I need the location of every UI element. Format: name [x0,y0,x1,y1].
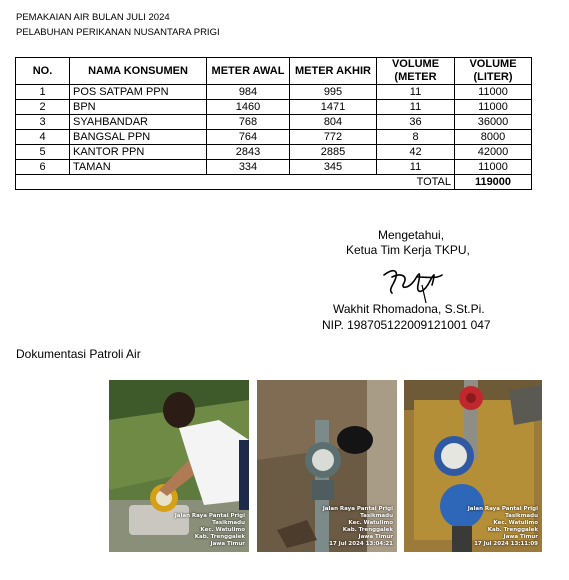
cell-nama-konsumen: KANTOR PPN [70,145,207,160]
stamp-line: Tasikmadu [360,513,393,519]
photo-location-stamp-2 [323,506,393,548]
table-row [16,130,532,145]
signer-position: Ketua Tim Kerja TKPU, [346,243,470,257]
signer-nip: NIP. 198705122009121001 047 [322,318,491,332]
photo-location-stamp-3 [468,506,538,548]
cell-meter-akhir: 1471 [290,100,377,115]
cell-nama-konsumen: TAMAN [70,160,207,175]
cell-meter-akhir: 2885 [290,145,377,160]
documentation-title: Dokumentasi Patroli Air [16,347,141,361]
document-title-line2: PELABUHAN PERIKANAN NUSANTARA PRIGI [16,27,220,38]
stamp-line: Jalan Raya Pantai Prigi [174,513,245,519]
cell-meter-awal: 984 [207,85,290,100]
cell-volume-meter: 8 [377,130,455,145]
table-row [16,100,532,115]
cell-no: 2 [16,100,70,115]
photo-meter-inspection [109,380,249,552]
cell-volume-liter: 11000 [455,160,532,175]
stamp-line: Jawa Timur [210,541,245,547]
stamp-line: Jalan Raya Pantai Prigi [467,506,538,512]
col-header-no: NO. [16,58,70,85]
cell-nama-konsumen: SYAHBANDAR [70,115,207,130]
table-row [16,145,532,160]
table-row [16,160,532,175]
stamp-line: Jawa Timur [358,534,393,540]
cell-no: 3 [16,115,70,130]
handwritten-signature [378,255,458,305]
cell-no: 5 [16,145,70,160]
stamp-line: Tasikmadu [212,520,245,526]
cell-nama-konsumen: BANGSAL PPN [70,130,207,145]
stamp-line: Kab. Trenggalek [342,527,393,533]
cell-volume-liter: 8000 [455,130,532,145]
cell-volume-liter: 36000 [455,115,532,130]
water-usage-table [15,57,532,190]
total-row [16,175,532,190]
total-value: 119000 [455,175,532,190]
stamp-line: Kec. Watulimo [348,520,393,526]
col-header-nama: NAMA KONSUMEN [70,58,207,85]
cell-meter-awal: 334 [207,160,290,175]
stamp-line: Tasikmadu [505,513,538,519]
col-header-meter-akhir: METER AKHIR [290,58,377,85]
stamp-line: Kec. Watulimo [493,520,538,526]
cell-volume-meter: 11 [377,160,455,175]
stamp-line: Kab. Trenggalek [487,527,538,533]
total-label: TOTAL [377,175,455,190]
col-header-meter-awal: METER AWAL [207,58,290,85]
cell-volume-meter: 42 [377,145,455,160]
cell-nama-konsumen: BPN [70,100,207,115]
cell-volume-meter: 36 [377,115,455,130]
cell-no: 4 [16,130,70,145]
mengetahui-label: Mengetahui, [378,228,445,242]
cell-meter-akhir: 345 [290,160,377,175]
cell-meter-awal: 2843 [207,145,290,160]
cell-meter-awal: 1460 [207,100,290,115]
col-header-volume-liter: VOLUME (LITER) [455,58,532,85]
document-title-line1: PEMAKAIAN AIR BULAN JULI 2024 [16,12,170,23]
cell-no: 1 [16,85,70,100]
photo-water-meter-ground [257,380,397,552]
cell-meter-akhir: 804 [290,115,377,130]
table-header-row [16,58,532,85]
cell-meter-awal: 764 [207,130,290,145]
cell-no: 6 [16,160,70,175]
photo-water-meter-valve [404,380,542,552]
cell-volume-liter: 42000 [455,145,532,160]
cell-volume-liter: 11000 [455,85,532,100]
table-row [16,85,532,100]
stamp-line: Kab. Trenggalek [194,534,245,540]
cell-meter-akhir: 772 [290,130,377,145]
stamp-line: Jawa Timur [503,534,538,540]
cell-meter-awal: 768 [207,115,290,130]
cell-volume-meter: 11 [377,85,455,100]
total-spacer [16,175,377,190]
stamp-line: 17 Jul 2024 13:04:21 [329,541,393,547]
table-row [16,115,532,130]
stamp-line: Kec. Watulimo [200,527,245,533]
cell-volume-liter: 11000 [455,100,532,115]
signer-name: Wakhit Rhomadona, S.St.Pi. [333,302,485,316]
photo-location-stamp-1 [175,513,245,548]
cell-nama-konsumen: POS SATPAM PPN [70,85,207,100]
cell-meter-akhir: 995 [290,85,377,100]
col-header-volume-meter: VOLUME (METER [377,58,455,85]
cell-volume-meter: 11 [377,100,455,115]
stamp-line: Jalan Raya Pantai Prigi [322,506,393,512]
stamp-line: 17 Jul 2024 13:11:09 [474,541,538,547]
